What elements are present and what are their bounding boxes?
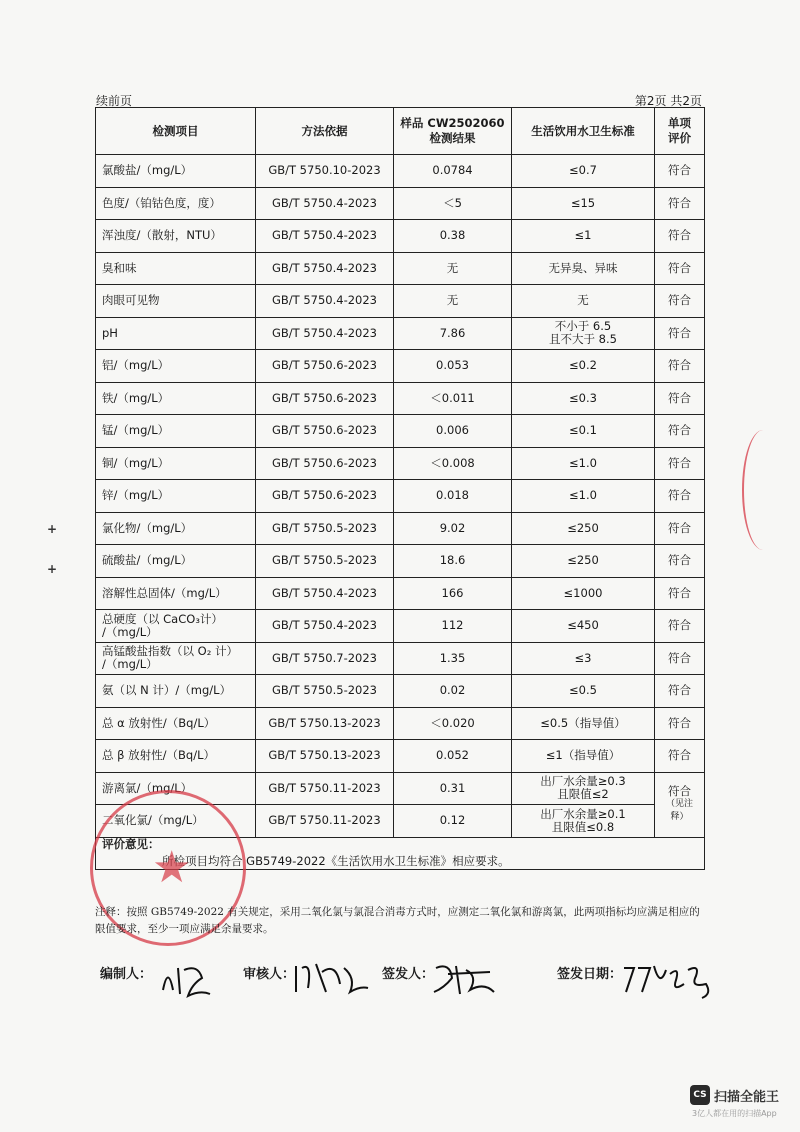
standard-cell: 不小于 6.5 且不大于 8.5 [512,317,655,350]
table-header-row [96,108,705,155]
evaluation-cell: 符合 [655,382,705,415]
method-cell: GB/T 5750.11-2023 [256,772,394,805]
test-item-cell: 总硬度（以 CaCO₃计） /（mg/L） [96,610,256,643]
evaluation-cell: 符合 [655,512,705,545]
test-item-cell: 浑浊度/（散射，NTU） [96,220,256,253]
method-cell: GB/T 5750.4-2023 [256,187,394,220]
standard-cell: ≤0.7 [512,155,655,188]
table-row [96,707,705,740]
test-results-table [95,107,705,870]
table-row [96,155,705,188]
method-cell: GB/T 5750.4-2023 [256,317,394,350]
test-item-cell: 锌/（mg/L） [96,480,256,513]
test-item-cell: 游离氯/（mg/L） [96,772,256,805]
standard-cell: ≤450 [512,610,655,643]
result-cell: 18.6 [394,545,512,578]
result-cell: 0.052 [394,740,512,773]
method-cell: GB/T 5750.4-2023 [256,610,394,643]
stamp-star-icon: ★ [152,842,192,893]
evaluation-cell: 符合 [655,707,705,740]
evaluation-cell: 符合 [655,545,705,578]
table-row [96,252,705,285]
method-cell: GB/T 5750.4-2023 [256,285,394,318]
test-item-cell: 锰/（mg/L） [96,415,256,448]
table-row [96,545,705,578]
standard-cell: ≤3 [512,642,655,675]
result-cell: 0.006 [394,415,512,448]
standard-cell: ≤0.2 [512,350,655,383]
method-cell: GB/T 5750.5-2023 [256,675,394,708]
result-cell: ＜0.020 [394,707,512,740]
result-cell: 7.86 [394,317,512,350]
result-cell: 无 [394,285,512,318]
evaluation-cell: 符合 [655,642,705,675]
evaluation-cell: 符合 [655,220,705,253]
evaluation-label: 评价意见： [102,837,160,852]
result-cell: ＜5 [394,187,512,220]
evaluation-cell: 符合 [655,252,705,285]
evaluation-cell: 符合 [655,350,705,383]
merged-eval: 符合 [668,784,691,798]
reviewer-label: 审核人： [243,967,296,982]
test-item-cell: 肉眼可见物 [96,285,256,318]
evaluation-cell: 符合 [655,285,705,318]
method-cell: GB/T 5750.10-2023 [256,155,394,188]
result-cell: 0.018 [394,480,512,513]
method-cell: GB/T 5750.6-2023 [256,382,394,415]
test-item-cell: 氨（以 N 计）/（mg/L） [96,675,256,708]
standard-cell: 出厂水余量≥0.3 且限值≤2 [512,772,655,805]
table-row [96,382,705,415]
test-item-cell: 溶解性总固体/（mg/L） [96,577,256,610]
method-cell: GB/T 5750.6-2023 [256,415,394,448]
editor-signature [158,960,218,1000]
table-row [96,317,705,350]
test-item-cell: 高锰酸盐指数（以 O₂ 计） /（mg/L） [96,642,256,675]
test-item-cell: pH [96,317,256,350]
method-cell: GB/T 5750.6-2023 [256,480,394,513]
continued-label: 续前页 [96,94,133,108]
standard-cell: ≤250 [512,545,655,578]
editor-label: 编制人： [100,967,153,982]
method-cell: GB/T 5750.13-2023 [256,707,394,740]
column-header: 方法依据 [256,108,394,155]
handwritten-date [620,958,720,1002]
evaluation-cell: 符合 [655,415,705,448]
standard-cell: 无 [512,285,655,318]
standard-cell: ≤0.3 [512,382,655,415]
table-row [96,512,705,545]
footnote: 注释：按照 GB5749-2022 有关规定，采用二氧化氯与氯混合消毒方式时，应测定二氧化氯和游离氯，此两项指标均应满足相应的限值要求，至少一项应满足余量要求。 [95,906,700,935]
result-cell: 0.0784 [394,155,512,188]
evaluation-cell: 符合 [655,577,705,610]
result-cell: 1.35 [394,642,512,675]
evaluation-cell: 符合 [655,610,705,643]
evaluation-cell: 符合 [655,675,705,708]
margin-mark: + [47,522,58,536]
result-cell: 112 [394,610,512,643]
table-row [96,187,705,220]
test-item-cell: 氯化物/（mg/L） [96,512,256,545]
issuer-signature [430,958,500,998]
method-cell: GB/T 5750.6-2023 [256,350,394,383]
standard-cell: ≤1000 [512,577,655,610]
column-header: 样品 CW2502060 检测结果 [394,108,512,155]
evaluation-cell: 符合 [655,187,705,220]
test-item-cell: 铜/（mg/L） [96,447,256,480]
date-label: 签发日期： [557,967,623,982]
method-cell: GB/T 5750.11-2023 [256,805,394,838]
standard-cell: ≤250 [512,512,655,545]
method-cell: GB/T 5750.6-2023 [256,447,394,480]
table-row [96,415,705,448]
table-row [96,480,705,513]
app-watermark [690,1085,779,1105]
evaluation-cell: 符合 [655,155,705,188]
test-item-cell: 铁/（mg/L） [96,382,256,415]
standard-cell: 无异臭、异味 [512,252,655,285]
evaluation-cell: 符合 [655,317,705,350]
method-cell: GB/T 5750.4-2023 [256,577,394,610]
column-header: 检测项目 [96,108,256,155]
test-item-cell: 硫酸盐/（mg/L） [96,545,256,578]
method-cell: GB/T 5750.4-2023 [256,220,394,253]
result-cell: 0.053 [394,350,512,383]
standard-cell: ≤0.5 [512,675,655,708]
method-cell: GB/T 5750.7-2023 [256,642,394,675]
table-row [96,447,705,480]
standard-cell: ≤15 [512,187,655,220]
standard-cell: 出厂水余量≥0.1 且限值≤0.8 [512,805,655,838]
test-item-cell: 二氧化氯/（mg/L） [96,805,256,838]
page-number: 第2页 共2页 [634,94,702,108]
test-item-cell: 氯酸盐/（mg/L） [96,155,256,188]
result-cell: ＜0.008 [394,447,512,480]
table-row [96,577,705,610]
result-cell: 166 [394,577,512,610]
standard-cell: ≤1.0 [512,480,655,513]
standard-cell: ≤1.0 [512,447,655,480]
standard-cell: ≤0.5（指导值） [512,707,655,740]
test-item-cell: 色度/（铂钴色度，度） [96,187,256,220]
table-row [96,350,705,383]
issuer-label: 签发人： [382,967,435,982]
table-row [96,675,705,708]
method-cell: GB/T 5750.13-2023 [256,740,394,773]
standard-cell: ≤1（指导值） [512,740,655,773]
margin-mark: + [47,562,58,576]
test-item-cell: 总 β 放射性/（Bq/L） [96,740,256,773]
test-item-cell: 铝/（mg/L） [96,350,256,383]
app-name: 扫描全能王 [714,1089,780,1105]
merged-evaluation-cell [655,772,705,837]
app-logo-icon: CS [690,1085,710,1105]
evaluation-text: 所检项目均符合 GB5749-2022《生活饮用水卫生标准》相应要求。 [162,854,510,869]
table-row [96,740,705,773]
result-cell: 9.02 [394,512,512,545]
table-row [96,220,705,253]
table-row [96,642,705,675]
result-cell: 0.31 [394,772,512,805]
method-cell: GB/T 5750.4-2023 [256,252,394,285]
result-cell: 无 [394,252,512,285]
result-cell: 0.38 [394,220,512,253]
method-cell: GB/T 5750.5-2023 [256,512,394,545]
column-header: 单项 评价 [655,108,705,155]
result-cell: 0.02 [394,675,512,708]
standard-cell: ≤1 [512,220,655,253]
table-row [96,610,705,643]
method-cell: GB/T 5750.5-2023 [256,545,394,578]
result-cell: ＜0.011 [394,382,512,415]
result-cell: 0.12 [394,805,512,838]
evaluation-cell: 符合 [655,480,705,513]
reviewer-signature [292,958,372,998]
column-header: 生活饮用水卫生标准 [512,108,655,155]
merged-eval-note: （见注释） [665,799,693,822]
app-tagline: 3亿人都在用的扫描App [692,1109,777,1118]
evaluation-cell: 符合 [655,447,705,480]
table-row [96,285,705,318]
standard-cell: ≤0.1 [512,415,655,448]
test-item-cell: 臭和味 [96,252,256,285]
page-seam-seal [742,430,784,550]
test-item-cell: 总 α 放射性/（Bq/L） [96,707,256,740]
evaluation-cell: 符合 [655,740,705,773]
